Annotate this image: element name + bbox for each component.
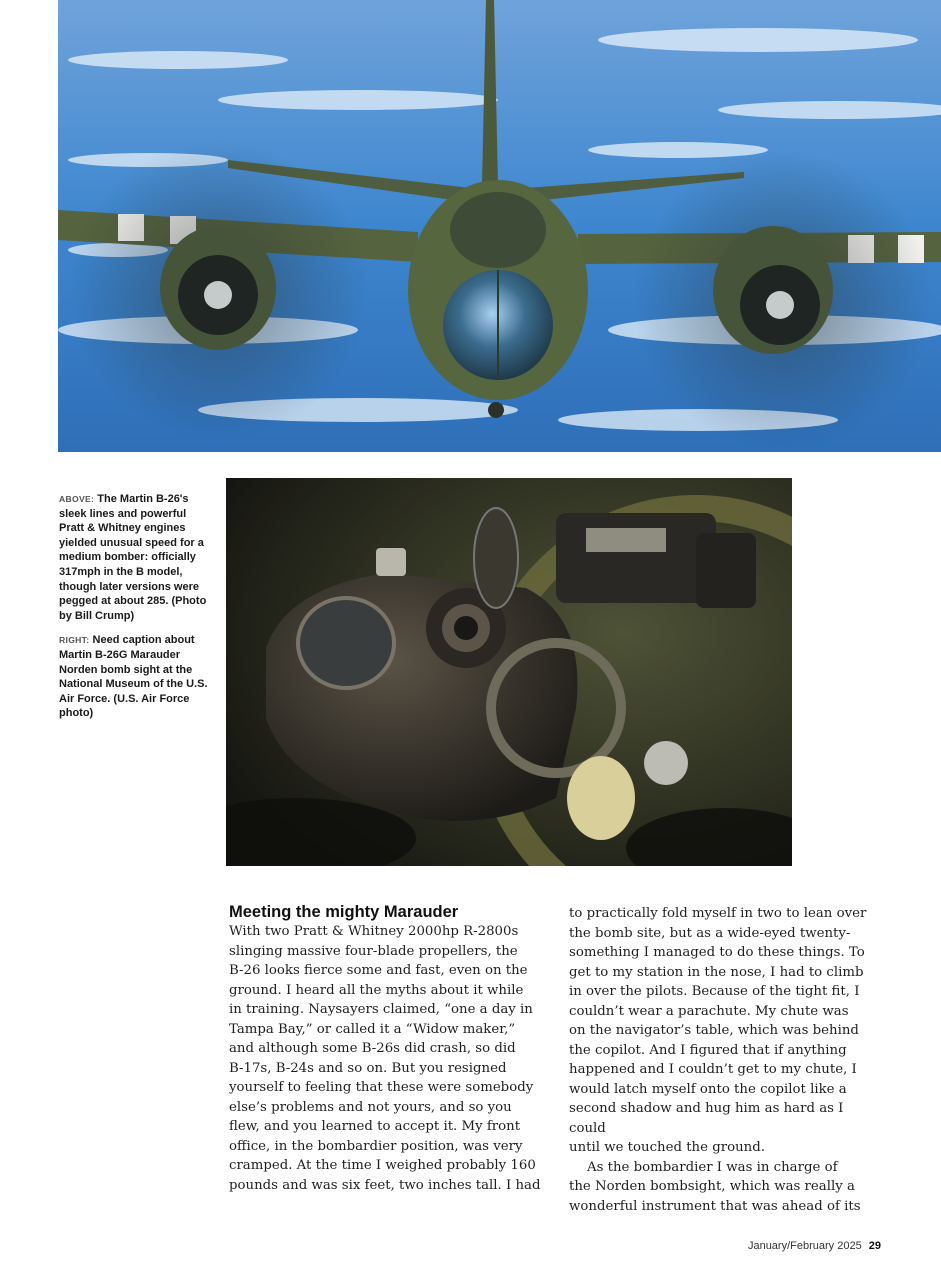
article-column-left xyxy=(229,902,541,1195)
caption-above xyxy=(59,492,209,623)
article-line: office, in the bombardier position, was very xyxy=(229,1138,523,1154)
article-line: in training. Naysayers claimed, “one a day in xyxy=(229,1002,533,1017)
article-line: Tampa Bay,” or called it a “Widow maker,” xyxy=(229,1021,516,1037)
article-line: until we touched the ground. xyxy=(569,1140,765,1155)
article-heading: Meeting the mighty Marauder xyxy=(229,903,459,921)
article-column-right xyxy=(569,904,881,1216)
article-line: on the navigator’s table, which was behind xyxy=(569,1023,859,1038)
b26-aircraft-photo xyxy=(58,0,941,452)
article-right-paragraph-2 xyxy=(569,1158,881,1217)
article-line: happened and I couldn’t get to my chute, I xyxy=(569,1062,857,1077)
article-line: wonderful instrument that was ahead of its xyxy=(569,1198,861,1214)
article-line: to practically fold myself in two to lean over xyxy=(569,906,867,921)
article-line: couldn’t wear a parachute. My chute was xyxy=(569,1003,849,1019)
article-line: else’s problems and not yours, and so you xyxy=(229,1099,512,1115)
norden-bombsight-image xyxy=(226,478,792,866)
issue-date: January/February 2025 xyxy=(747,1240,862,1252)
article-line: With two Pratt & Whitney 2000hp R-2800s xyxy=(229,924,519,939)
article-line: yourself to feeling that these were somebody xyxy=(229,1080,534,1095)
article-line: B-26 looks fierce some and fast, even on the xyxy=(229,963,528,978)
article-line: get to my station in the nose, I had to climb xyxy=(569,964,864,980)
article-line: ground. I heard all the myths about it while xyxy=(229,982,524,998)
article-line: the copilot. And I figured that if anything xyxy=(569,1042,847,1058)
article-line: something I managed to do these things. To xyxy=(569,945,865,960)
article-line: in over the pilots. Because of the tight fit, I xyxy=(569,984,860,999)
article-right-paragraph xyxy=(569,904,881,1158)
article-line: and although some B-26s did crash, so did xyxy=(229,1041,516,1056)
article-line: the Norden bombsight, which was really a xyxy=(569,1179,855,1194)
caption-right xyxy=(59,633,209,721)
caption-above-text: The Martin B-26's sleek lines and powerful Pratt & Whitney engines yielded unusual speed for a medium bomber: officially 317mph in the B model, though later versions were pegged at about 285. (Photo by Bill Crump) xyxy=(59,493,207,622)
bombsight-photo xyxy=(226,478,792,866)
article-line: would latch myself onto the copilot like a xyxy=(569,1081,847,1097)
caption-right-label: RIGHT: xyxy=(59,635,90,646)
page-number: 29 xyxy=(868,1240,881,1252)
article-line: flew, and you learned to accept it. My front xyxy=(229,1119,521,1134)
page-footer xyxy=(748,1240,881,1252)
article-line: the bomb site, but as a wide-eyed twenty- xyxy=(569,925,851,941)
photo-captions xyxy=(59,492,209,731)
top-photo xyxy=(58,0,941,452)
article-line: B-17s, B-24s and so on. But you resigned xyxy=(229,1060,507,1076)
article-line: pounds and was six feet, two inches tall. I had xyxy=(229,1177,541,1193)
article-line: As the bombardier I was in charge of xyxy=(587,1159,838,1175)
caption-right-text: Need caption about Martin B-26G Marauder Norden bomb sight at the National Museum of the U.S. Air Force. (U.S. Air Force photo) xyxy=(59,634,208,720)
article-line: second shadow and hug him as hard as I could xyxy=(569,1101,844,1136)
article-line: slinging massive four-blade propellers, the xyxy=(229,943,518,959)
caption-above-label: ABOVE: xyxy=(59,494,95,504)
article-left-paragraph xyxy=(229,922,541,1195)
article-line: cramped. At the time I weighed probably 160 xyxy=(229,1158,536,1173)
